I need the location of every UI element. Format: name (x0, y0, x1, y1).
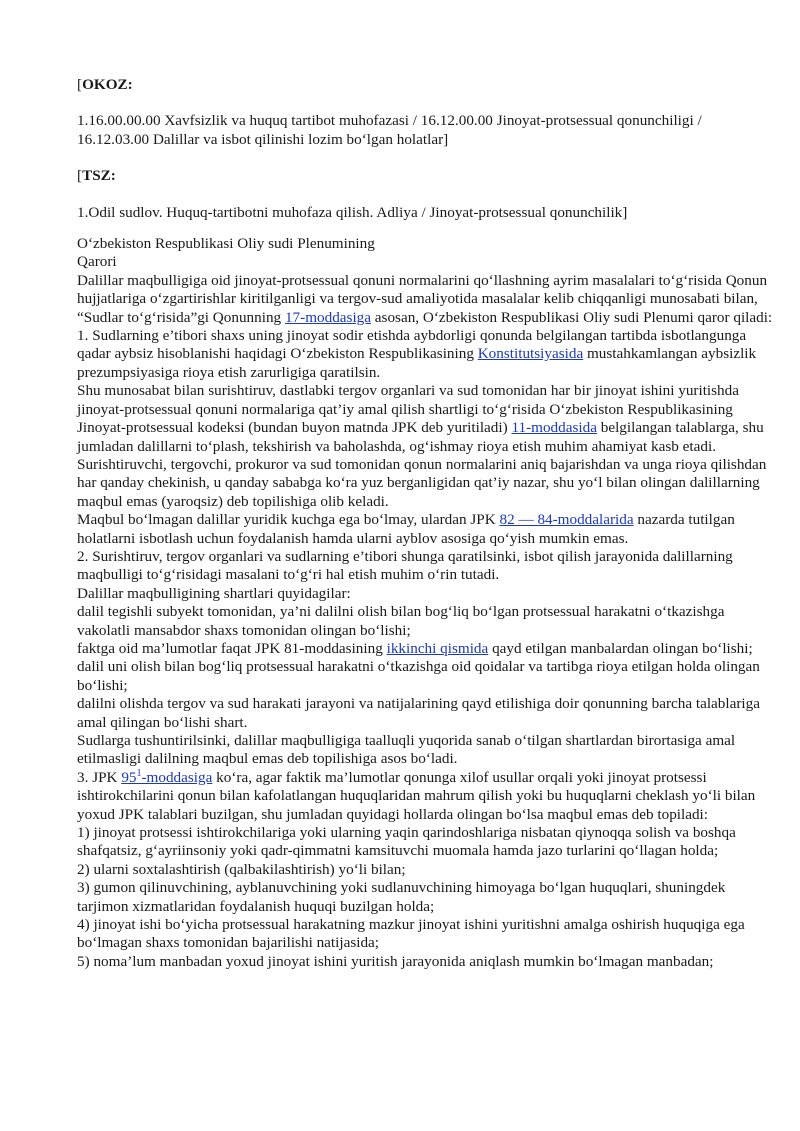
paragraph-3: Surishtiruvchi, tergovchi, prokuror va sud tomonidan qonun normalarini aniq bajarishdan va unga rioya qilishdan har qanday chekinish, u qanday sababga ko‘ra yuz berganligidan qat’iy nazar, shu yo‘l bilan olingan dalillarning maqbul emas (yaroqsiz) deb topilishiga olib keladi. (77, 455, 767, 510)
tsz-bracket: [ (77, 167, 83, 185)
article-17-link[interactable]: 17-moddasiga (284, 308, 371, 326)
okoz-classification: 1.16.00.00.00 Xavfsizlik va huquq tartibot muhofazasi / 16.12.00.00 Jinoyat-protsessual qonunchiligi / 16.12.03.00 Dalillar va isbot qilinishi lozim bo‘lgan holatlar] (77, 112, 702, 148)
constitution-link[interactable]: Konstitutsiyasida (477, 345, 584, 363)
list-item: 2) ularni soxtalashtirish (qalbakilashtirish) yo‘li bilan; (77, 860, 406, 878)
tsz-classification: 1.Odil sudlov. Huquq-tartibotni muhofaza qilish. Adliya / Jinoyat-protsessual qonunchilik] (77, 203, 628, 221)
paragraph-6: Dalillar maqbulligining shartlari quyidagilar: (77, 584, 351, 602)
paragraph-2: Shu munosabat bilan surishtiruv, dastlabki tergov organlari va sud tomonidan har bir jinoyat ishini yuritishda jinoyat-protsessual qonuni normalariga qat’iy amal qilish shartligi to‘g‘risida O‘zbekiston Respublikasining Jinoyat-protsessual kodeksi (bundan buyon matnda JPK deb yuritiladi) 11-moddasida belgilangan talablarga, shu jumladan dalillarni to‘plash, tekshirish va baholashda, og‘ishmay rioya etish muhim ahamiyat kasb etadi. (77, 382, 764, 455)
article-11-link[interactable]: 11-moddasida (511, 419, 597, 437)
paragraph-8: faktga oid ma’lumotlar faqat JPK 81-moddasining ikkinchi qismida qayd etilgan manbalardan olingan bo‘lishi; (77, 639, 753, 657)
tsz-heading (77, 167, 777, 185)
paragraph-12: 3. JPK 95$^1$-moddasiga ko‘ra, agar faktik ma’lumotlar qonunga xilof usullar orqali yoki jinoyat protsessi ishtirokchilarini qonun bilan kafolatlangan huquqlaridan mahrum qilish yoki bu huquqlarni cheklash yo‘li bilan yoxud JPK talablari buzilgan, shu jumladan quyidagi hollarda olingan bo‘lsa maqbul emas deb topiladi: (77, 767, 756, 823)
document-type: Qarori (77, 253, 117, 271)
paragraph-9: dalil uni olish bilan bog‘liq protsessual harakatni o‘tkazishga oid qoidalar va tartibga rioya etilgan holda olingan bo‘lishi; (77, 658, 760, 694)
article-95-1-link[interactable]: 95$^1$-moddasiga (121, 767, 213, 786)
list-item: 4) jinoyat ishi bo‘yicha protsessual harakatning mazkur jinoyat ishini yuritishni amalga oshirish huquqiga ega bo‘lmagan shaxs tomonidan bajarilishi natijasida; (77, 916, 745, 952)
document-page (77, 76, 777, 971)
intro-paragraph: Dalillar maqbulligiga oid jinoyat-protsessual qonuni normalarini qo‘llashning ayrim masalalari to‘g‘risida Qonun hujjatlariga o‘zgartirishlar kiritilganligi va tergov-sud amaliyotida masalalar kelib chiqqanligi munosabati bilan, “Sudlar to‘g‘risida”gi Qonunning 17-moddasiga asosan, O‘zbekiston Respublikasi Oliy sudi Plenumi qaror qiladi: (77, 271, 773, 326)
tsz-label: TSZ: (82, 167, 116, 185)
second-part-link[interactable]: ikkinchi qismida (386, 639, 489, 657)
paragraph-4: Maqbul bo‘lmagan dalillar yuridik kuchga ega bo‘lmay, ulardan JPK 82 — 84-moddalarida nazarda tutilgan holatlarni isbotlash uchun foydalanish hamda ularni ayblov asosiga qo‘yish mumkin emas. (77, 511, 735, 547)
list-item: 5) noma’lum manbadan yoxud jinoyat ishini yuritish jarayonida aniqlash mumkin bo‘lmagan manbadan; (77, 952, 714, 970)
articles-82-84-link[interactable]: 82 — 84-moddalarida (499, 511, 634, 529)
list-item: 3) gumon qilinuvchining, ayblanuvchining yoki sudlanuvchining himoyaga bo‘lgan huquqlari, shuningdek tarjimon xizmatlaridan foydalanish huquqi buzilgan holda; (77, 879, 726, 915)
document-issuer: O‘zbekiston Respublikasi Oliy sudi Plenumining (77, 235, 375, 253)
paragraph-10: dalilni olishda tergov va sud harakati jarayoni va natijalarining qayd etilishiga doir qonunning barcha talablariga amal qilingan bo‘lishi shart. (77, 695, 760, 731)
paragraph-1: 1. Sudlarning e’tibori shaxs uning jinoyat sodir etishda aybdorligi qonunda belgilangan tartibda isbotlangunga qadar aybsiz hisoblanishi haqidagi O‘zbekiston Respublikasining Konstitutsiyasida mustahkamlangan aybsizlik prezumpsiyasiga rioya etish zarurligiga qaratilsin. (77, 327, 757, 381)
okoz-label: OKOZ: (82, 76, 133, 93)
list-item: 1) jinoyat protsessi ishtirokchilariga yoki ularning yaqin qarindoshlariga nisbatan qiynoqqa solish va boshqa shafqatsiz, g‘ayriinsoniy yoki qadr-qimmatni kamsituvchi muomala hamda jazo turlarini qo‘llagan holda; (77, 824, 736, 860)
okoz-bracket: [ (77, 76, 83, 93)
okoz-heading (77, 76, 777, 94)
paragraph-7: dalil tegishli subyekt tomonidan, ya’ni dalilni olish bilan bog‘liq bo‘lgan protsessual harakatni o‘tkazishga vakolatli mansabdor shaxs tomonidan olingan bo‘lishi; (77, 603, 725, 639)
paragraph-5: 2. Surishtiruv, tergov organlari va sudlarning e’tibori shunga qaratilsinki, isbot qilish jarayonida dalillarning maqbulligi to‘g‘risidagi masalani to‘g‘ri hal etish muhim o‘rin tutadi. (77, 547, 733, 584)
paragraph-11: Sudlarga tushuntirilsinki, dalillar maqbulligiga taalluqli yuqorida sanab o‘tilgan shartlardan birortasiga amal etilmasligi dalilning maqbul emas deb topilishiga asos bo‘ladi. (77, 732, 736, 768)
